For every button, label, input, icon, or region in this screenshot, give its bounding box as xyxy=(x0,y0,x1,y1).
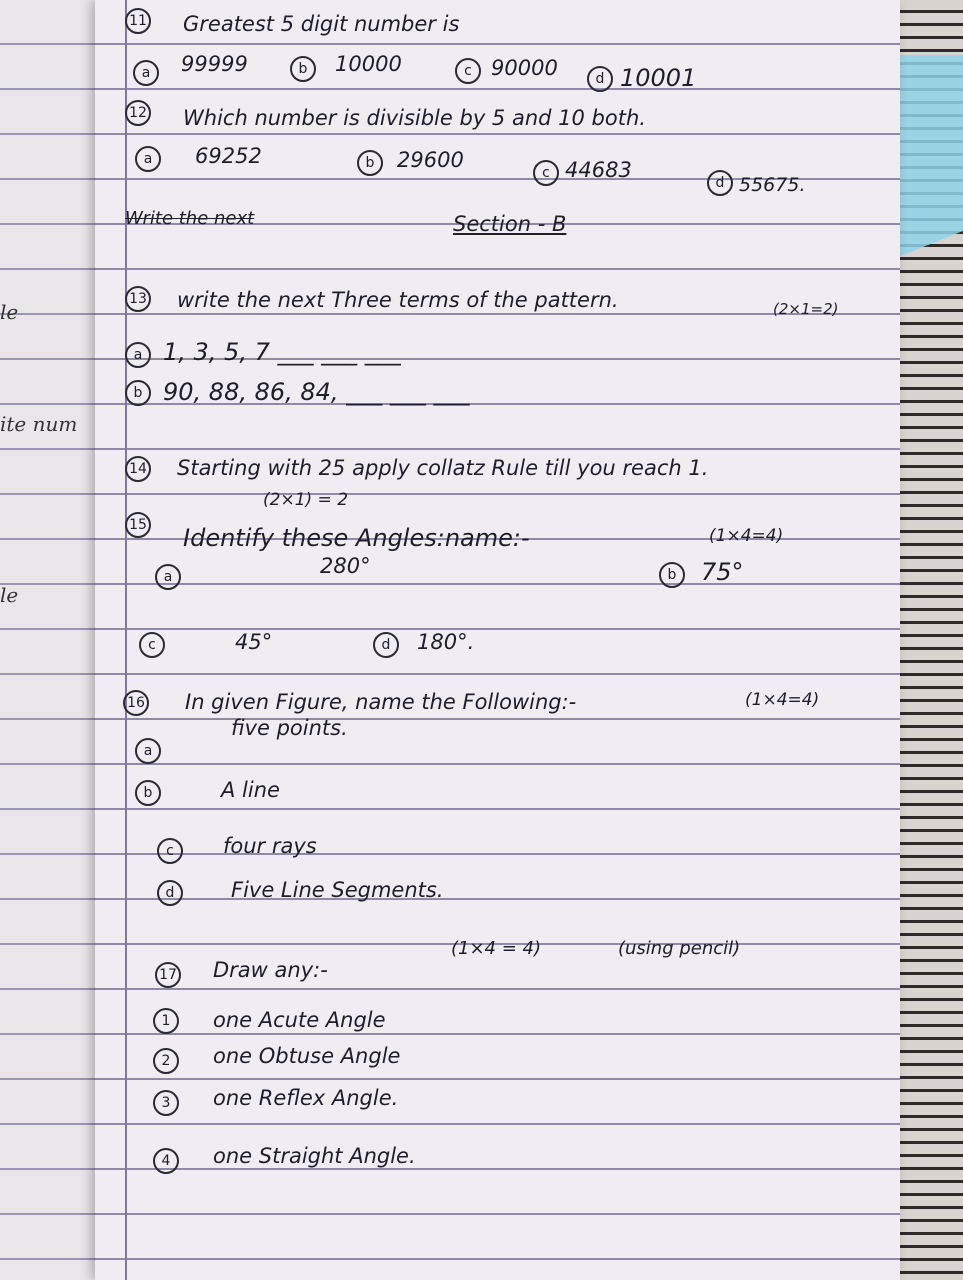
q17-1: one Acute Angle xyxy=(213,1008,386,1032)
question-number-14: 14 xyxy=(125,456,151,482)
q15-d-label: d xyxy=(373,632,399,658)
q16-d-label: d xyxy=(157,880,183,906)
q15-c: 45° xyxy=(235,630,273,654)
q16-marks: (1×4=4) xyxy=(745,690,820,710)
question-number-16: 16 xyxy=(123,690,149,716)
question-number-12: 12 xyxy=(125,100,151,126)
q11-text: Greatest 5 digit number is xyxy=(183,12,460,36)
q16-c-label: c xyxy=(157,838,183,864)
q11-option-d: 10001 xyxy=(620,64,697,92)
q14-marks: (2×1) = 2 xyxy=(263,490,349,510)
q15-c-label: c xyxy=(139,632,165,658)
q13-marks: (2×1=2) xyxy=(773,300,839,318)
q12-text: Which number is divisible by 5 and 10 both. xyxy=(183,106,646,130)
q16-d: Five Line Segments. xyxy=(231,878,444,902)
q13-b-label: b xyxy=(125,380,151,406)
left-page-text-1: le xyxy=(0,300,19,324)
q11-option-a: 99999 xyxy=(181,52,248,76)
q12-option-d: 55675. xyxy=(739,174,806,196)
q16-b: A line xyxy=(221,778,280,802)
q13-text: write the next Three terms of the pattern. xyxy=(177,288,619,312)
q17-1-label: 1 xyxy=(153,1008,179,1034)
q12-option-d-label: d xyxy=(707,170,733,196)
q12-option-c-label: c xyxy=(533,160,559,186)
left-notebook-page xyxy=(0,0,110,1280)
question-number-11: 11 xyxy=(125,8,151,34)
left-page-text-2: ite num xyxy=(0,412,78,436)
q15-a: 280° xyxy=(320,554,371,578)
q13-a-sequence: 1, 3, 5, 7 ___ ___ ___ xyxy=(163,338,401,366)
q11-option-d-label: d xyxy=(587,66,613,92)
q17-4-label: 4 xyxy=(153,1148,179,1174)
q15-d: 180°. xyxy=(417,630,475,654)
q12-option-a: 69252 xyxy=(195,144,262,168)
q13-a-label: a xyxy=(125,342,151,368)
q12-option-c: 44683 xyxy=(565,158,632,182)
q12-option-b-label: b xyxy=(357,150,383,176)
q11-option-b-label: b xyxy=(290,56,316,82)
struck-out-text: Write the next xyxy=(125,208,255,229)
q17-note: (using pencil) xyxy=(618,938,741,959)
q16-a-label: a xyxy=(135,738,161,764)
q17-text: Draw any:- xyxy=(213,958,328,982)
q11-option-c-label: c xyxy=(455,58,481,84)
q11-option-b: 10000 xyxy=(335,52,402,76)
q13-b-sequence: 90, 88, 86, 84, ___ ___ ___ xyxy=(163,378,470,406)
q17-2-label: 2 xyxy=(153,1048,179,1074)
q15-b-label: b xyxy=(659,562,685,588)
q16-c: four rays xyxy=(223,834,317,858)
q17-3: one Reflex Angle. xyxy=(213,1086,399,1110)
notebook-page xyxy=(95,0,900,1280)
q15-a-label: a xyxy=(155,564,181,590)
q15-text: Identify these Angles:name:- xyxy=(183,524,530,552)
question-number-15: 15 xyxy=(125,512,151,538)
left-page-text-3: le xyxy=(0,583,19,607)
section-title: Section - B xyxy=(453,212,567,236)
q12-option-a-label: a xyxy=(135,146,161,172)
q16-text: In given Figure, name the Following:- xyxy=(185,690,577,714)
margin-line xyxy=(125,0,127,1280)
q17-2: one Obtuse Angle xyxy=(213,1044,401,1068)
q17-4: one Straight Angle. xyxy=(213,1144,416,1168)
q14-text: Starting with 25 apply collatz Rule till you reach 1. xyxy=(177,456,709,480)
q16-a: five points. xyxy=(231,716,348,740)
q12-option-b: 29600 xyxy=(397,148,464,172)
q15-marks: (1×4=4) xyxy=(709,526,784,546)
q17-marks: (1×4 = 4) xyxy=(451,938,542,959)
q17-3-label: 3 xyxy=(153,1090,179,1116)
question-number-17: 17 xyxy=(155,962,181,988)
q11-option-c: 90000 xyxy=(491,56,558,80)
q16-b-label: b xyxy=(135,780,161,806)
q15-b: 75° xyxy=(701,558,744,586)
q11-option-a-label: a xyxy=(133,60,159,86)
question-number-13: 13 xyxy=(125,286,151,312)
